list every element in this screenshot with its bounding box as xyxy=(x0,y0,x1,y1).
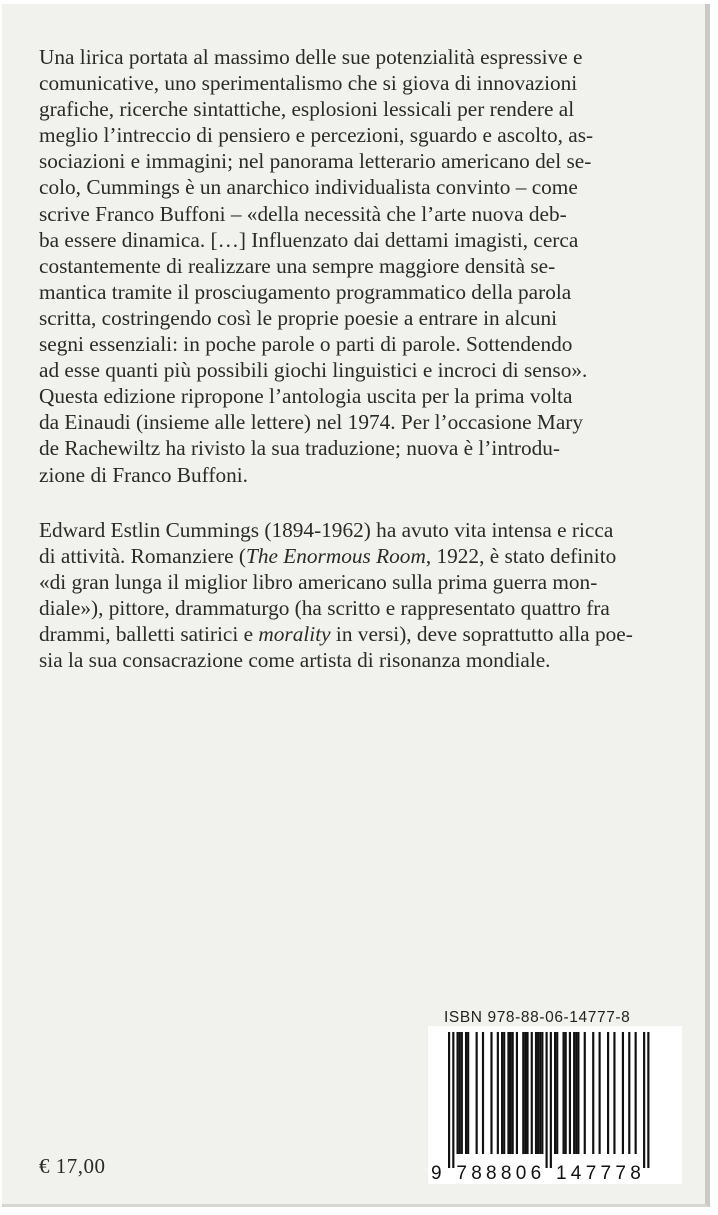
barcode-bar xyxy=(467,1032,469,1154)
barcode-digits xyxy=(431,1163,641,1184)
description-line: colo, Cummings è un anarchico individualista convinto – come xyxy=(39,175,578,200)
barcode-digit: 7 xyxy=(600,1163,612,1184)
isbn-barcode xyxy=(428,1026,682,1184)
barcode-bar xyxy=(522,1032,524,1154)
bio-text: di attività. Romanziere ( xyxy=(39,544,246,569)
barcode-bar xyxy=(546,1032,548,1168)
description-line: da Einaudi (insieme alle lettere) nel 1974. Per l’occasione Mary xyxy=(39,410,584,435)
bio-line: diale»), pittore, drammaturgo (ha scritto e rappresentato quattro fra xyxy=(39,596,610,621)
barcode-bar xyxy=(575,1032,577,1154)
barcode-bar xyxy=(550,1032,552,1168)
barcode-bar xyxy=(509,1032,511,1154)
barcode-bar xyxy=(592,1032,594,1154)
description-line: ad esse quanti più possibili giochi linguistici e incroci di senso». xyxy=(39,358,588,383)
barcode-bar xyxy=(539,1032,541,1154)
barcode-bar xyxy=(613,1032,615,1154)
barcode-bar xyxy=(537,1032,539,1154)
barcode-digit: 7 xyxy=(456,1163,467,1184)
barcode-bar xyxy=(456,1032,458,1154)
barcode-bar xyxy=(501,1032,503,1154)
bio-line xyxy=(39,543,672,569)
book-title: The Enormous Room xyxy=(245,544,426,569)
bio-text: in versi), deve soprattutto alla poe- xyxy=(330,622,633,647)
description-line: sociazioni e immagini; nel panorama letterario americano del se- xyxy=(39,149,592,174)
barcode-bar xyxy=(573,1032,575,1154)
description-line: Questa edizione ripropone l’antologia uscita per la prima volta xyxy=(39,384,573,409)
barcode-digit: 7 xyxy=(585,1163,597,1184)
barcode-bar xyxy=(562,1032,564,1154)
barcode-bar xyxy=(452,1032,454,1168)
description-line: segni essenziali: in poche parole o parti di parole. Sottendendo xyxy=(39,332,573,357)
barcode-bar xyxy=(448,1032,450,1168)
bio-text: , 1922, è stato definito xyxy=(425,544,617,569)
barcode-bar xyxy=(512,1032,514,1154)
description-line: meglio l’intreccio di pensiero e percezioni, sguardo e ascolto, as- xyxy=(39,123,594,148)
bio-line: sia la sua consacrazione come artista di risonanza mondiale. xyxy=(39,648,551,673)
barcode-bar xyxy=(569,1032,571,1154)
barcode-bar xyxy=(524,1032,526,1154)
barcode-bar xyxy=(465,1032,467,1154)
barcode-bar xyxy=(565,1032,567,1154)
barcode-digit: 7 xyxy=(615,1163,626,1184)
description-line: grafiche, ricerche sintattiche, esplosioni lessicali per rendere al xyxy=(39,97,575,122)
description-line: Una lirica portata al massimo delle sue potenzialità espressive e xyxy=(39,45,583,69)
barcode-bar xyxy=(556,1032,558,1154)
barcode-bar xyxy=(577,1032,579,1154)
barcode-bar xyxy=(622,1032,624,1154)
description-line: mantica tramite il prosciugamento programmatico della parola xyxy=(39,279,572,304)
barcode-digit: 8 xyxy=(500,1163,512,1184)
bio-text: drammi, balletti satirici e xyxy=(39,622,259,647)
barcode-bar xyxy=(497,1032,499,1154)
back-cover xyxy=(2,4,710,1207)
barcode-bar xyxy=(531,1032,533,1154)
author-bio-paragraph xyxy=(39,517,672,674)
barcode-bar xyxy=(461,1032,463,1154)
barcode-digit: 8 xyxy=(471,1163,482,1184)
description-line: comunicative, uno sperimentalismo che si giova di innovazioni xyxy=(39,71,578,96)
barcode-bar xyxy=(628,1032,630,1154)
bio-line xyxy=(39,621,672,647)
barcode-bar xyxy=(490,1032,492,1154)
barcode-bar xyxy=(643,1032,645,1168)
barcode-digit: 9 xyxy=(431,1163,442,1184)
barcode-bars xyxy=(448,1032,649,1168)
barcode-digit: 8 xyxy=(486,1163,497,1184)
barcode-digit: 4 xyxy=(570,1163,582,1184)
barcode-bar xyxy=(635,1032,637,1154)
description-line: de Rachewiltz ha rivisto la sua traduzione; nuova è l’introdu- xyxy=(39,436,561,461)
barcode-bar xyxy=(599,1032,601,1154)
barcode-bar xyxy=(541,1032,543,1154)
barcode-digit: 8 xyxy=(630,1163,641,1184)
barcode-digit: 6 xyxy=(530,1163,542,1184)
barcode-bar xyxy=(535,1032,537,1154)
description-line: scritta, costringendo così le proprie poesie a entrare in alcuni xyxy=(39,305,558,330)
barcode-bar xyxy=(647,1032,649,1168)
description-line: zione di Franco Buffoni. xyxy=(39,462,248,487)
barcode-bar xyxy=(507,1032,509,1154)
barcode-bar xyxy=(607,1032,609,1154)
description-line: ba essere dinamica. […] Influenzato dai dettami imagisti, cerca xyxy=(39,227,579,252)
bio-line: Edward Estlin Cummings (1894-1962) ha avuto vita intensa e ricca xyxy=(39,518,614,542)
bio-line: «di gran lunga il miglior libro americano sulla prima guerra mon- xyxy=(39,570,598,595)
barcode-bar xyxy=(459,1032,461,1154)
barcode-bar xyxy=(482,1032,484,1154)
isbn-label: ISBN 978-88-06-14777-8 xyxy=(444,1009,631,1026)
barcode-bar xyxy=(476,1032,478,1154)
barcode-digit: 1 xyxy=(556,1163,567,1184)
barcode-bar xyxy=(584,1032,586,1154)
barcode-bar xyxy=(526,1032,528,1154)
barcode-bar xyxy=(516,1032,518,1154)
barcode-bar xyxy=(503,1032,505,1154)
barcode-bar xyxy=(554,1032,556,1154)
barcode-digit: 0 xyxy=(515,1163,527,1184)
description-line: costantemente di realizzare una sempre maggiore densità se- xyxy=(39,253,556,278)
description-paragraph xyxy=(39,44,672,488)
description-line: scrive Franco Buffoni – «della necessità che l’arte nuova deb- xyxy=(39,201,567,226)
genre-term: morality xyxy=(258,622,331,647)
price: € 17,00 xyxy=(39,1154,106,1178)
barcode-graphic xyxy=(428,1026,682,1184)
